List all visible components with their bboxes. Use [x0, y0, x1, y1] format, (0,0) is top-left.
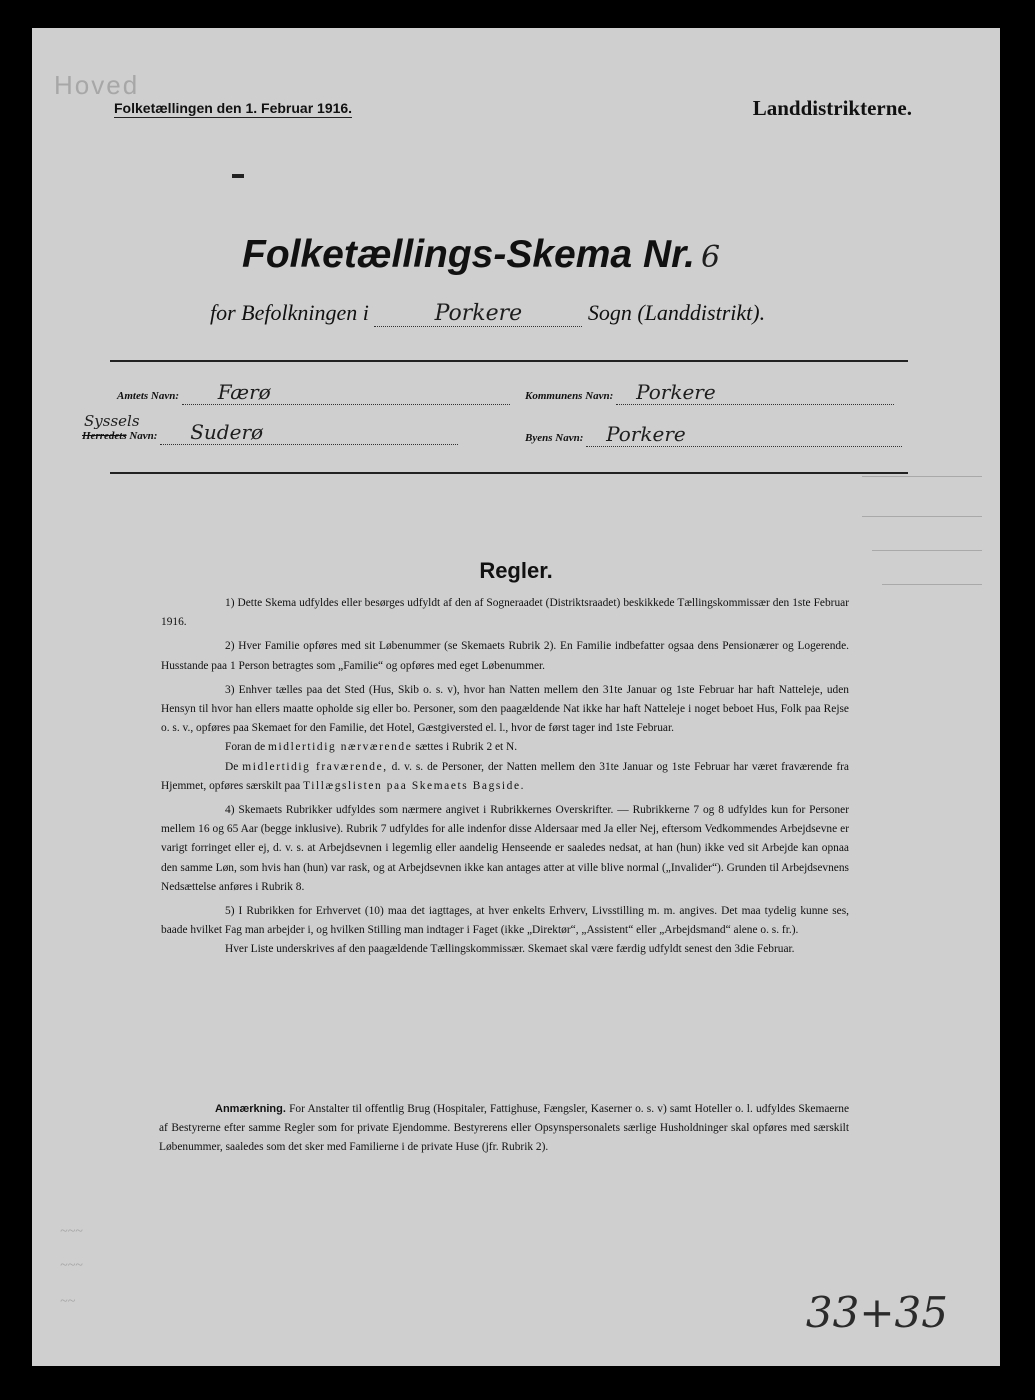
remark-section	[159, 1100, 849, 1158]
remark-text: For Anstalter til offentlig Brug (Hospitaler, Fattighuse, Fængsler, Kaserner o. s. v) samt Hoteller o. l. udfyldes Skemaerne af Bestyrerne efter samme Regler som for private Ejendomme. Bestyrerens eller Opsynspersonalets særlige Husholdninger skal opføres med særskilt Løbenummer, saaledes som det sker med Familierne i de private Huse (jfr. Rubrik 2).	[159, 1103, 849, 1154]
syssel-value: Suderø	[190, 420, 264, 444]
form-title-text: Folketællings-Skema Nr.	[242, 233, 695, 276]
rules-heading: Regler.	[479, 558, 553, 583]
rule-3-absent-spaced2: Tillægslisten paa Skemaets Bagside.	[303, 779, 526, 792]
kommune-label: Kommunens Navn:	[525, 390, 614, 402]
rule-3-present	[161, 738, 849, 757]
rule-5: 5) I Rubrikken for Erhvervet (10) maa det iagttages, at hver enkelts Erhverv, Livsstilling m. m. angives. Det maa tydelig kunne ses, baade hvilket Fag man arbejder i, og hvilken Stilling man indtager i Faget (ikke „Direktør“, „Assistent“ eller „Arbejdsmand“ alene o. s. fr.).	[161, 905, 849, 937]
rule-3-absent-mid: d. v. s. de Personer, der Natten mellem den 31te Januar og 1ste Februar har været fraværende fra Hjemmet, opføres særskilt paa	[161, 760, 849, 792]
amt-field	[117, 380, 510, 405]
amt-label: Amtets Navn:	[117, 390, 180, 402]
herred-struck-label: Herredets	[82, 430, 127, 442]
bleed-scribble: ~~~	[60, 1224, 83, 1239]
rule-3-absent-pre: De	[225, 760, 239, 773]
district-type-header: Landdistrikterne.	[752, 96, 912, 120]
top-divider	[110, 360, 908, 362]
bleed-line	[882, 584, 982, 585]
bleed-line	[862, 516, 982, 517]
syssel-field	[82, 412, 458, 445]
ink-mark	[232, 174, 244, 178]
by-field	[525, 422, 902, 447]
bottom-divider	[110, 472, 908, 474]
by-value: Porkere	[606, 422, 686, 446]
amt-value: Færø	[217, 380, 271, 404]
rule-6: Hver Liste underskrives af den paagældende Tællingskommissær. Skemaet skal være færdig udfyldt senest den 3die Februar.	[225, 943, 795, 956]
form-number: 6	[700, 240, 721, 275]
form-subtitle	[210, 300, 765, 327]
rule-3-absent	[161, 758, 849, 796]
census-form-page	[32, 28, 1000, 1366]
bleed-scribble: ~~~	[60, 1258, 83, 1273]
syssel-label-stack	[82, 412, 140, 442]
bleed-through-text: Hoved	[54, 70, 140, 100]
bleed-scribble: ~~	[60, 1294, 76, 1309]
syssel-line	[160, 420, 458, 445]
syssel-handwritten: Syssels	[84, 412, 140, 430]
kommune-value: Porkere	[636, 380, 716, 404]
rule-3-absent-spaced: midlertidig fraværende,	[242, 760, 388, 773]
census-date-header: Folketællingen den 1. Februar 1916.	[114, 100, 353, 116]
rule-3-present-post: sættes i Rubrik 2 et N.	[415, 741, 518, 754]
rule-3-present-pre: Foran de	[225, 741, 266, 754]
bleed-line	[862, 476, 982, 477]
subtitle-prefix: for Befolkningen i	[210, 300, 369, 325]
by-label: Byens Navn:	[525, 432, 584, 444]
rule-2: 2) Hver Familie opføres med sit Løbenummer (se Skemaets Rubrik 2). En Familie indbefatter ogsaa dens Pensionærer og Logerende. Husstande paa 1 Person betragtes som „Familie“ og opføres med eget Løbenummer.	[161, 640, 849, 672]
subtitle-suffix: Sogn (Landdistrikt).	[587, 300, 766, 325]
by-line	[586, 422, 902, 447]
bleed-line	[872, 550, 982, 551]
rule-3-present-spaced: midlertidig nærværende	[268, 741, 413, 754]
rules-body	[161, 594, 849, 965]
form-title	[242, 233, 720, 277]
rule-1: 1) Dette Skema udfyldes eller besørges udfyldt af den af Sogneraadet (Distriktsraadet) beskikkede Tællingskommissær den 1ste Februar 1916.	[161, 597, 849, 629]
rule-3: 3) Enhver tælles paa det Sted (Hus, Skib o. s. v), hvor han Natten mellem den 31te Januar og 1ste Februar har haft Natteleje, uden Hensyn til hvor han ellers maatte opholde sig eller bo. Personer, som den paagældende Nat ikke har haft Natteleje i noget beboet Hus, Folk paa Rejse o. s. v., opføres paa Skemaet for den Familie, det Hotel, Gæstgiversted el. l., hvor de først tager ind 1ste Februar.	[161, 683, 849, 735]
parish-field	[374, 300, 582, 327]
remark-lead: Anmærkning.	[215, 1103, 286, 1115]
amt-line	[182, 380, 510, 405]
page-number: 33+35	[805, 1288, 948, 1337]
kommune-field	[525, 380, 894, 405]
parish-value: Porkere	[434, 301, 523, 326]
remark-paragraph	[159, 1100, 849, 1158]
kommune-line	[616, 380, 894, 405]
rule-4: 4) Skemaets Rubrikker udfyldes som nærmere angivet i Rubrikkernes Overskrifter. — Rubrikkerne 7 og 8 udfyldes kun for Personer mellem 16 og 65 Aar (begge inklusive). Rubrik 7 udfyldes for alle indenfor disse Aldersaar med Ja eller Nej, eftersom Vedkommendes Arbejdsevne er varigt forringet eller ej, d. v. s. at Arbejdsevnen i legemlig eller aandelig Henseende er saaledes nedsat, at han (hun) ikke ved sit Arbejde kan opnaa den samme Løn, som hvis han (hun) var rask, og at Arbejdsevnen ikke kan antages atter at ville blive normal („Invalider“). Grunden til Arbejdsevnens Nedsættelse anføres i Rubrik 8.	[161, 804, 849, 893]
syssel-label: Navn:	[129, 430, 158, 442]
